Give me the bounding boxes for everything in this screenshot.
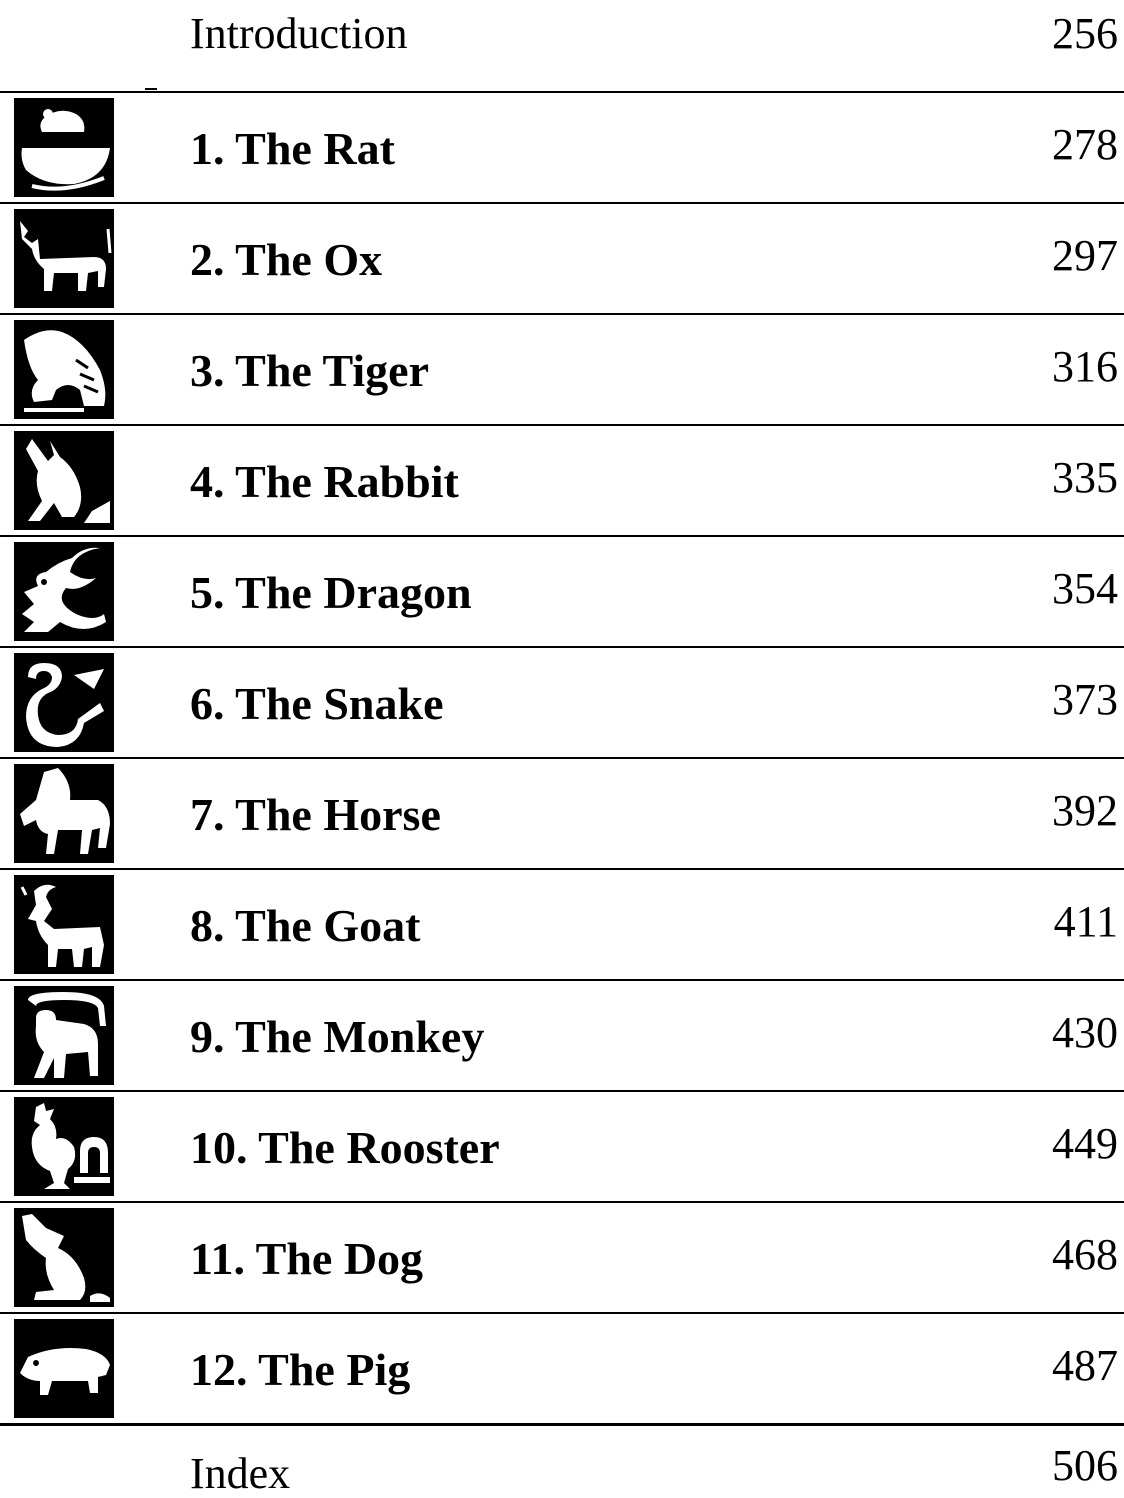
chapter-title: 3. The Tiger — [190, 345, 429, 396]
monkey-icon — [14, 986, 114, 1085]
toc-row-dragon[interactable] — [0, 535, 1124, 646]
chapter-page-number: 335 — [1052, 453, 1118, 502]
toc-row-pig[interactable] — [0, 1312, 1124, 1426]
chapter-title: 1. The Rat — [190, 123, 395, 174]
chapter-page-number: 430 — [1052, 1008, 1118, 1057]
index-label: Index — [190, 1449, 291, 1498]
toc-row-ox[interactable] — [0, 202, 1124, 313]
chapter-page-number: 278 — [1052, 120, 1118, 169]
toc-introduction-row[interactable] — [0, 0, 1124, 80]
pig-icon — [14, 1319, 114, 1418]
goat-icon — [14, 875, 114, 974]
chapter-title: 11. The Dog — [190, 1233, 424, 1284]
horse-icon — [14, 764, 114, 863]
rabbit-icon — [14, 431, 114, 530]
toc-row-tiger[interactable] — [0, 313, 1124, 424]
chapter-title: 6. The Snake — [190, 678, 444, 729]
snake-icon — [14, 653, 114, 752]
chapter-page-number: 373 — [1052, 675, 1118, 724]
chapter-title: 7. The Horse — [190, 789, 441, 840]
divider-tick — [145, 88, 157, 90]
toc-row-dog[interactable] — [0, 1201, 1124, 1312]
chapter-list — [0, 91, 1124, 1426]
toc-row-goat[interactable] — [0, 868, 1124, 979]
chapter-page-number: 487 — [1052, 1341, 1118, 1390]
chapter-page-number: 297 — [1052, 231, 1118, 280]
chapter-title: 12. The Pig — [190, 1344, 411, 1395]
chapter-page-number: 468 — [1052, 1230, 1118, 1279]
toc-row-snake[interactable] — [0, 646, 1124, 757]
toc-index-row[interactable] — [0, 1440, 1124, 1498]
tiger-icon — [14, 320, 114, 419]
toc-row-monkey[interactable] — [0, 979, 1124, 1090]
dragon-icon — [14, 542, 114, 641]
chapter-page-number: 392 — [1052, 786, 1118, 835]
rat-icon — [14, 98, 114, 197]
rooster-icon — [14, 1097, 114, 1196]
toc-row-rooster[interactable] — [0, 1090, 1124, 1201]
chapter-page-number: 449 — [1052, 1119, 1118, 1168]
index-page-number: 506 — [1052, 1441, 1118, 1490]
chapter-page-number: 316 — [1052, 342, 1118, 391]
chapter-title: 10. The Rooster — [190, 1122, 500, 1173]
toc-row-rabbit[interactable] — [0, 424, 1124, 535]
ox-icon — [14, 209, 114, 308]
toc-row-horse[interactable] — [0, 757, 1124, 868]
chapter-title: 4. The Rabbit — [190, 456, 459, 507]
toc-row-rat[interactable] — [0, 91, 1124, 202]
dog-icon — [14, 1208, 114, 1307]
chapter-title: 2. The Ox — [190, 234, 383, 285]
chapter-title: 9. The Monkey — [190, 1011, 485, 1062]
introduction-page-number: 256 — [1052, 9, 1118, 58]
chapter-title: 8. The Goat — [190, 900, 421, 951]
introduction-label: Introduction — [190, 9, 408, 58]
chapter-title: 5. The Dragon — [190, 567, 472, 618]
chapter-page-number: 354 — [1052, 564, 1118, 613]
chapter-page-number: 411 — [1053, 897, 1118, 946]
